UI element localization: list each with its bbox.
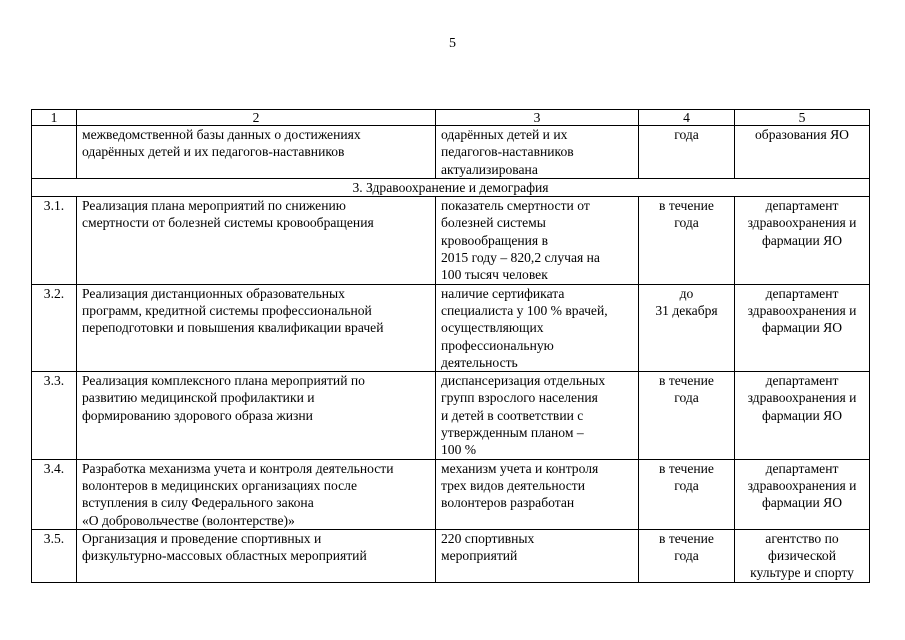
indicator-cell-line: волонтеров разработан bbox=[441, 495, 575, 511]
action-cell-line: программ, кредитной системы профессиональной bbox=[82, 302, 372, 318]
action-cell bbox=[77, 529, 436, 582]
action-cell-line: волонтеров в медицинских организациях после bbox=[82, 477, 357, 493]
row-number: 3.5. bbox=[32, 529, 77, 582]
indicator-cell-line: одарённых детей и их bbox=[441, 127, 568, 142]
row-number bbox=[32, 126, 77, 179]
row-number: 3.4. bbox=[32, 459, 77, 529]
responsible-cell bbox=[735, 284, 870, 371]
indicator-cell-line: показатель смертности от bbox=[441, 198, 590, 214]
action-cell-line: одарённых детей и их педагогов-наставников bbox=[82, 144, 345, 160]
indicator-cell-line: диспансеризация отдельных bbox=[441, 373, 606, 389]
deadline-cell-line: в течение bbox=[659, 198, 714, 214]
responsible-cell-line: департамент bbox=[765, 373, 839, 389]
responsible-cell-line: агентство по bbox=[765, 530, 839, 546]
responsible-cell-line: здравоохранения и bbox=[747, 302, 857, 318]
indicator-cell-line: наличие сертификата bbox=[441, 285, 565, 301]
indicator-cell bbox=[436, 372, 639, 459]
deadline-cell-line: в течение bbox=[659, 373, 714, 389]
responsible-cell-line: департамент bbox=[765, 198, 839, 214]
action-cell bbox=[77, 284, 436, 371]
indicator-cell-line: групп взрослого населения bbox=[441, 390, 598, 406]
deadline-cell bbox=[639, 197, 735, 284]
action-cell-line: Организация и проведение спортивных и bbox=[82, 530, 322, 546]
responsible-cell bbox=[735, 126, 870, 179]
indicator-cell-line: актуализирована bbox=[441, 161, 538, 177]
responsible-cell-line: департамент bbox=[765, 285, 839, 301]
section-row bbox=[32, 178, 870, 196]
responsible-cell-line: фармации ЯО bbox=[761, 232, 843, 248]
indicator-cell-line: болезней системы bbox=[441, 215, 546, 231]
action-cell-line: физкультурно-массовых областных мероприятий bbox=[82, 548, 367, 564]
deadline-cell-line: в течение bbox=[659, 460, 714, 476]
indicator-cell-line: 220 спортивных bbox=[441, 530, 535, 546]
indicator-cell bbox=[436, 529, 639, 582]
action-cell bbox=[77, 459, 436, 529]
table-row bbox=[32, 529, 870, 582]
deadline-cell bbox=[639, 284, 735, 371]
action-cell bbox=[77, 372, 436, 459]
indicator-cell-line: кровообращения в bbox=[441, 232, 548, 248]
deadline-cell-line: 31 декабря bbox=[655, 302, 718, 318]
action-cell-line: Реализация плана мероприятий по снижению bbox=[82, 198, 346, 214]
indicator-cell-line: 100 % bbox=[441, 442, 477, 458]
deadline-cell-line: до bbox=[679, 285, 694, 301]
action-cell-line: «О добровольчестве (волонтерстве)» bbox=[82, 512, 295, 528]
action-cell-line: вступления в силу Федерального закона bbox=[82, 495, 314, 511]
responsible-cell-line: департамент bbox=[765, 460, 839, 476]
column-header-2: 2 bbox=[77, 110, 436, 126]
row-number: 3.3. bbox=[32, 372, 77, 459]
table-row bbox=[32, 126, 870, 179]
action-cell bbox=[77, 126, 436, 179]
table-row bbox=[32, 372, 870, 459]
responsible-cell-line: фармации ЯО bbox=[761, 495, 843, 511]
indicator-cell-line: деятельность bbox=[441, 354, 518, 370]
action-cell-line: Реализация дистанционных образовательных bbox=[82, 285, 345, 301]
indicator-cell-line: профессиональную bbox=[441, 337, 554, 353]
responsible-cell bbox=[735, 459, 870, 529]
indicator-cell-line: трех видов деятельности bbox=[441, 477, 585, 493]
action-cell-line: Разработка механизма учета и контроля деятельности bbox=[82, 460, 394, 476]
indicator-cell-line: осуществляющих bbox=[441, 320, 544, 336]
responsible-cell-line: здравоохранения и bbox=[747, 390, 857, 406]
responsible-cell-line: образования ЯО bbox=[755, 127, 849, 142]
table-row bbox=[32, 284, 870, 371]
indicator-cell bbox=[436, 459, 639, 529]
responsible-cell-line: здравоохранения и bbox=[747, 477, 857, 493]
column-header-4: 4 bbox=[639, 110, 735, 126]
table-row bbox=[32, 197, 870, 284]
indicator-cell-line: специалиста у 100 % врачей, bbox=[441, 302, 608, 318]
responsible-cell bbox=[735, 529, 870, 582]
indicator-cell-line: утвержденным планом – bbox=[441, 425, 584, 441]
indicator-cell bbox=[436, 284, 639, 371]
responsible-cell bbox=[735, 372, 870, 459]
deadline-cell bbox=[639, 459, 735, 529]
deadline-cell bbox=[639, 372, 735, 459]
indicator-cell bbox=[436, 197, 639, 284]
deadline-cell-line: года bbox=[674, 390, 699, 406]
responsible-cell-line: фармации ЯО bbox=[761, 320, 843, 336]
responsible-cell-line: здравоохранения и bbox=[747, 215, 857, 231]
deadline-cell bbox=[639, 126, 735, 179]
column-header-1: 1 bbox=[32, 110, 77, 126]
responsible-cell-line: физической bbox=[768, 548, 836, 564]
indicator-cell-line: 2015 году – 820,2 случая на bbox=[441, 250, 600, 266]
action-cell-line: развитию медицинской профилактики и bbox=[82, 390, 315, 406]
action-cell-line: смертности от болезней системы кровообращения bbox=[82, 215, 374, 231]
section-title: 3. Здравоохранение и демография bbox=[32, 178, 870, 196]
row-number: 3.1. bbox=[32, 197, 77, 284]
deadline-cell-line: года bbox=[674, 477, 699, 493]
deadline-cell-line: года bbox=[674, 127, 699, 142]
deadline-cell-line: в течение bbox=[659, 530, 714, 546]
column-header-3: 3 bbox=[436, 110, 639, 126]
plan-table bbox=[31, 109, 870, 583]
indicator-cell-line: мероприятий bbox=[441, 548, 518, 564]
table-row bbox=[32, 459, 870, 529]
row-number: 3.2. bbox=[32, 284, 77, 371]
deadline-cell-line: года bbox=[674, 215, 699, 231]
action-cell-line: формированию здорового образа жизни bbox=[82, 407, 313, 423]
indicator-cell-line: 100 тысяч человек bbox=[441, 267, 548, 283]
indicator-cell-line: педагогов-наставников bbox=[441, 144, 574, 160]
responsible-cell-line: фармации ЯО bbox=[761, 407, 843, 423]
deadline-cell-line: года bbox=[674, 548, 699, 564]
page-number: 5 bbox=[449, 36, 456, 51]
action-cell-line: переподготовки и повышения квалификации врачей bbox=[82, 320, 384, 336]
action-cell bbox=[77, 197, 436, 284]
indicator-cell-line: и детей в соответствии с bbox=[441, 407, 584, 423]
responsible-cell bbox=[735, 197, 870, 284]
indicator-cell bbox=[436, 126, 639, 179]
responsible-cell-line: культуре и спорту bbox=[750, 565, 854, 581]
deadline-cell bbox=[639, 529, 735, 582]
action-cell-line: Реализация комплексного плана мероприятий по bbox=[82, 373, 365, 389]
action-cell-line: межведомственной базы данных о достижениях bbox=[82, 127, 361, 142]
indicator-cell-line: механизм учета и контроля bbox=[441, 460, 599, 476]
column-header-5: 5 bbox=[735, 110, 870, 126]
table-header-row bbox=[32, 110, 870, 126]
